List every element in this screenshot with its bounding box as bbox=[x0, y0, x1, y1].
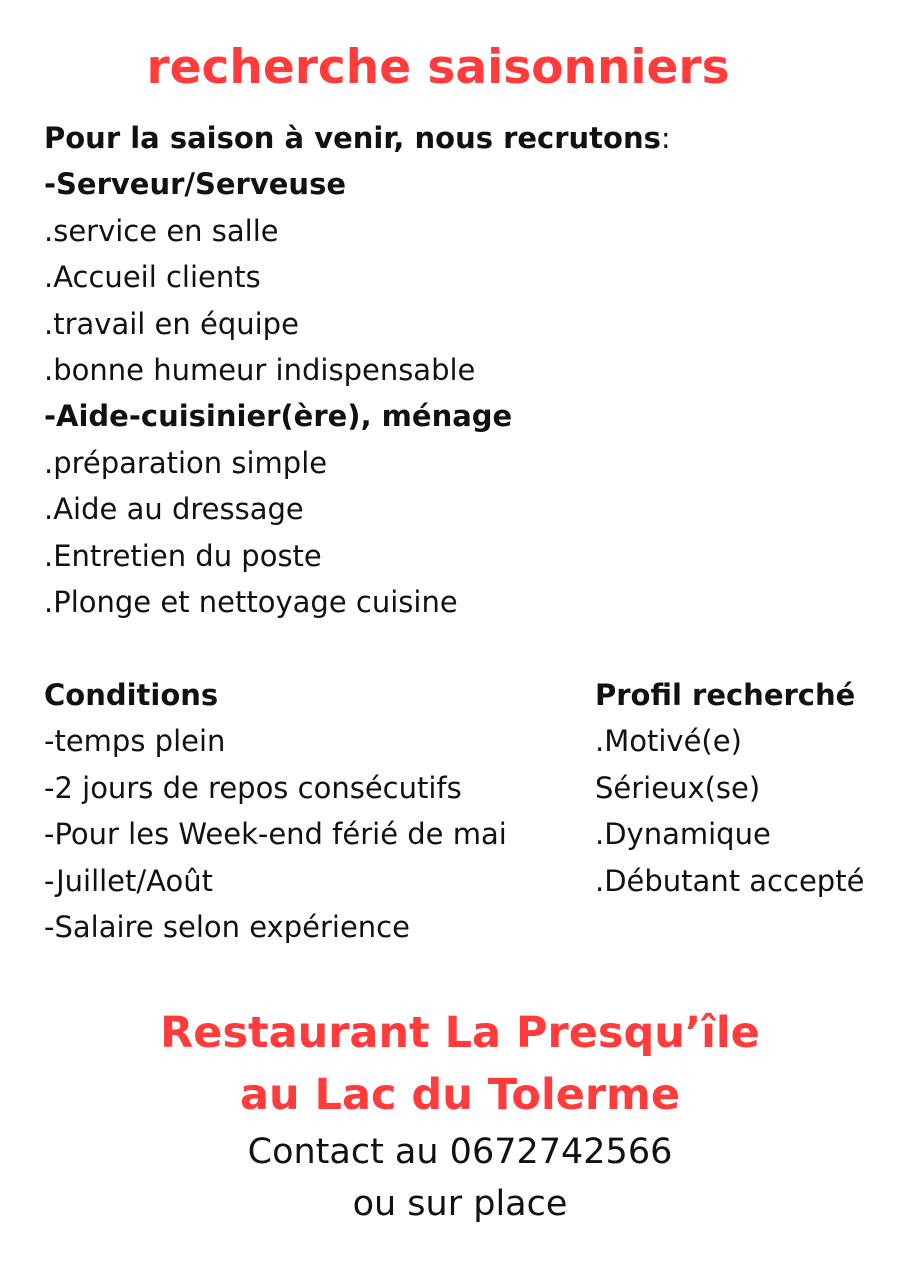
contact-onsite: ou sur place bbox=[352, 1184, 568, 1224]
list-item: .service en salle bbox=[44, 213, 279, 248]
list-item: -Pour les Week-end férié de mai bbox=[44, 817, 507, 852]
list-item: .travail en équipe bbox=[44, 306, 299, 341]
conditions-heading: Conditions bbox=[44, 678, 219, 712]
list-item: .Aide au dressage bbox=[44, 492, 304, 527]
profile-section bbox=[595, 672, 895, 904]
restaurant-name: Restaurant La Presqu’île bbox=[160, 1008, 760, 1058]
list-item: .Dynamique bbox=[595, 817, 771, 852]
list-item: -2 jours de repos consécutifs bbox=[44, 770, 462, 805]
restaurant-location: au Lac du Tolerme bbox=[239, 1070, 681, 1120]
intro-colon: : bbox=[660, 121, 671, 155]
job-listing bbox=[44, 115, 864, 625]
job-heading-server: -Serveur/Serveuse bbox=[44, 167, 347, 202]
list-item: .Motivé(e) bbox=[595, 724, 742, 759]
contact-phone: Contact au 0672742566 bbox=[247, 1132, 673, 1172]
page-title: recherche saisonniers bbox=[146, 40, 730, 95]
list-item: .préparation simple bbox=[44, 445, 328, 480]
list-item: .Débutant accepté bbox=[595, 863, 865, 898]
list-item: -Salaire selon expérience bbox=[44, 909, 410, 944]
list-item: .Plonge et nettoyage cuisine bbox=[44, 584, 458, 619]
list-item: .Entretien du poste bbox=[44, 538, 322, 573]
list-item: Sérieux(se) bbox=[595, 770, 761, 805]
list-item: -Juillet/Août bbox=[44, 863, 213, 898]
list-item: -temps plein bbox=[44, 724, 226, 759]
profile-heading: Profil recherché bbox=[595, 678, 856, 712]
list-item: .bonne humeur indispensable bbox=[44, 352, 476, 387]
intro-text: Pour la saison à venir, nous recrutons bbox=[44, 121, 661, 155]
conditions-section bbox=[44, 672, 584, 950]
intro-line bbox=[44, 115, 864, 161]
list-item: .Accueil clients bbox=[44, 260, 261, 295]
footer bbox=[0, 1002, 900, 1230]
job-heading-kitchen: -Aide-cuisinier(ère), ménage bbox=[44, 399, 513, 434]
